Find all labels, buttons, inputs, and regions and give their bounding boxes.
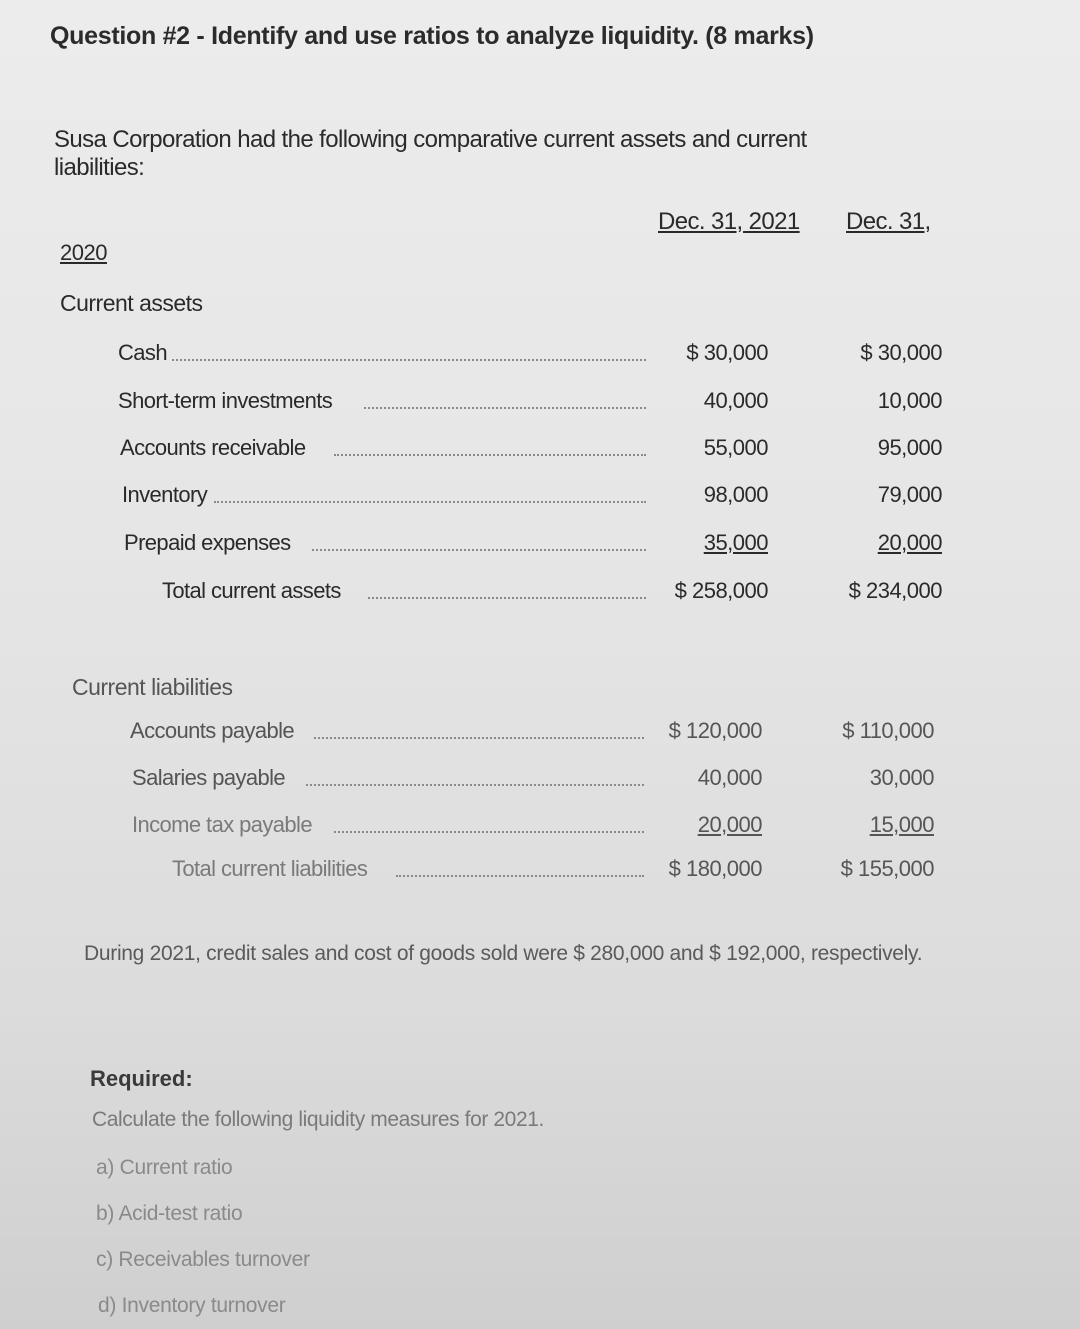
row-label: Total current assets bbox=[162, 578, 341, 603]
required-heading: Required: bbox=[90, 1066, 193, 1091]
table-row bbox=[0, 388, 1080, 418]
table-row-total bbox=[0, 856, 1080, 886]
row-label: Accounts payable bbox=[130, 718, 295, 743]
sales-note: During 2021, credit sales and cost of goods sold were $ 280,000 and $ 192,000, respectively. bbox=[84, 942, 923, 965]
current-liabilities-heading: Current liabilities bbox=[72, 674, 233, 700]
value-2021: 20,000 bbox=[697, 812, 762, 837]
required-item-receivables-turnover: c) Receivables turnover bbox=[96, 1248, 310, 1271]
row-label: Income tax payable bbox=[132, 812, 312, 837]
value-2020: 95,000 bbox=[877, 435, 942, 460]
table-row bbox=[0, 482, 1080, 512]
leader-dots bbox=[334, 831, 644, 833]
table-row bbox=[0, 812, 1080, 842]
value-2021: $ 30,000 bbox=[686, 340, 768, 365]
value-2020: $ 234,000 bbox=[848, 578, 942, 603]
question-title: Question #2 - Identify and use ratios to analyze liquidity. (8 marks) bbox=[50, 22, 814, 50]
leader-dots bbox=[364, 407, 646, 409]
row-label: Cash bbox=[118, 340, 167, 365]
value-2020: 20,000 bbox=[877, 530, 942, 555]
column-header-2020: Dec. 31, bbox=[846, 208, 931, 235]
table-row bbox=[0, 530, 1080, 560]
value-2021: 98,000 bbox=[703, 482, 768, 507]
column-header-2020-year: 2020 bbox=[60, 240, 107, 265]
intro-text: Susa Corporation had the following comparative current assets and current liabilities: bbox=[54, 126, 807, 181]
required-item-acid-test: b) Acid-test ratio bbox=[96, 1202, 243, 1225]
row-label: Inventory bbox=[122, 482, 208, 507]
row-label: Salaries payable bbox=[132, 765, 286, 790]
table-row bbox=[0, 340, 1080, 370]
table-row bbox=[0, 765, 1080, 795]
column-header-2021: Dec. 31, 2021 bbox=[658, 208, 800, 235]
required-text: Calculate the following liquidity measures for 2021. bbox=[92, 1108, 544, 1131]
value-2021: $ 180,000 bbox=[668, 856, 762, 881]
leader-dots bbox=[368, 597, 646, 599]
value-2020: 79,000 bbox=[877, 482, 942, 507]
value-2020: 15,000 bbox=[869, 812, 934, 837]
leader-dots bbox=[334, 454, 646, 456]
row-label: Total current liabilities bbox=[172, 856, 368, 881]
value-2021: $ 258,000 bbox=[674, 578, 768, 603]
value-2021: 40,000 bbox=[703, 388, 768, 413]
required-item-current-ratio: a) Current ratio bbox=[96, 1156, 233, 1179]
table-row-total bbox=[0, 578, 1080, 608]
table-row bbox=[0, 435, 1080, 465]
row-label: Short-term investments bbox=[118, 388, 333, 413]
leader-dots bbox=[312, 549, 646, 551]
value-2021: 35,000 bbox=[703, 530, 768, 555]
value-2021: $ 120,000 bbox=[668, 718, 762, 743]
value-2020: 30,000 bbox=[869, 765, 934, 790]
leader-dots bbox=[306, 784, 644, 786]
value-2020: $ 155,000 bbox=[840, 856, 934, 881]
leader-dots bbox=[396, 875, 644, 877]
value-2021: 55,000 bbox=[703, 435, 768, 460]
row-label: Accounts receivable bbox=[120, 435, 306, 460]
value-2020: $ 30,000 bbox=[860, 340, 942, 365]
leader-dots bbox=[214, 501, 646, 503]
row-label: Prepaid expenses bbox=[124, 530, 291, 555]
table-row bbox=[0, 718, 1080, 748]
required-item-inventory-turnover: d) Inventory turnover bbox=[98, 1294, 286, 1317]
leader-dots bbox=[314, 737, 644, 739]
leader-dots bbox=[172, 359, 646, 361]
current-assets-heading: Current assets bbox=[60, 290, 203, 316]
value-2020: $ 110,000 bbox=[842, 718, 934, 743]
value-2021: 40,000 bbox=[697, 765, 762, 790]
value-2020: 10,000 bbox=[877, 388, 942, 413]
